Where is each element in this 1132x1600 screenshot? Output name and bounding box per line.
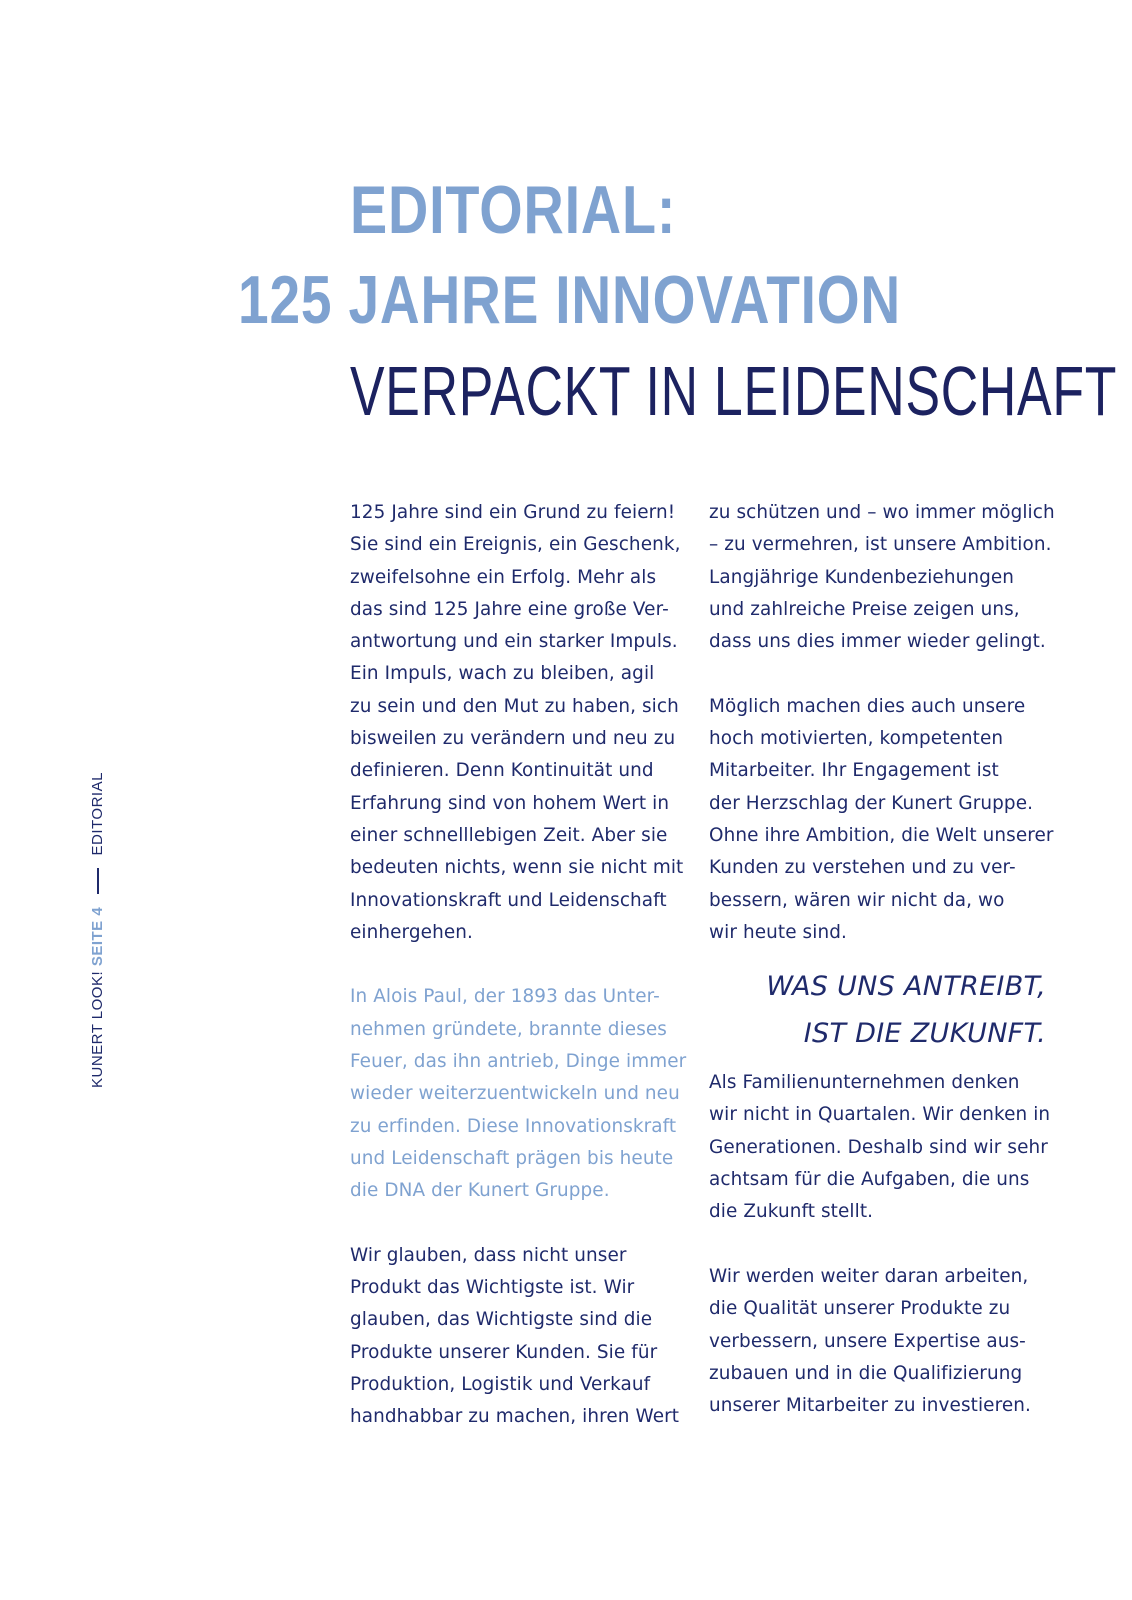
- section-label: EDITORIAL: [89, 772, 106, 856]
- text-line: Produkte unserer Kunden. Sie für: [350, 1341, 658, 1363]
- text-line: nehmen gründete, brannte dieses: [350, 1018, 667, 1040]
- text-line: einer schnelllebigen Zeit. Aber sie: [350, 824, 668, 846]
- paragraph-products: [350, 1240, 690, 1434]
- text-line: Produktion, Logistik und Verkauf: [350, 1374, 651, 1396]
- left-text-column: [350, 497, 690, 1434]
- pull-quote-line: WAS UNS ANTREIBT,: [766, 971, 1046, 1003]
- text-line: Ohne ihre Ambition, die Welt unserer: [709, 824, 1054, 846]
- text-line: hoch motivierten, kompetenten: [709, 728, 1004, 750]
- text-line: Langjährige Kundenbeziehungen: [709, 566, 1015, 588]
- text-line: bedeuten nichts, wenn sie nicht mit: [350, 857, 684, 879]
- text-line: Sie sind ein Ereignis, ein Geschenk,: [350, 534, 681, 556]
- text-line: Möglich machen dies auch unsere: [709, 695, 1026, 717]
- text-line: zubauen und in die Qualifizierung: [709, 1362, 1023, 1384]
- page-number: SEITE 4: [89, 906, 106, 967]
- pull-quote: [709, 963, 1059, 1057]
- text-line: handhabbar zu machen, ihren Wert: [350, 1406, 680, 1428]
- text-line: wir nicht in Quartalen. Wir denken in: [709, 1104, 1051, 1126]
- text-line: und zahlreiche Preise zeigen uns,: [709, 598, 1020, 620]
- text-line: zu erfinden. Diese Innovationskraft: [350, 1115, 677, 1137]
- brand-label: KUNERT LOOK!: [89, 970, 106, 1088]
- text-line: definieren. Denn Kontinuität und: [350, 760, 654, 782]
- text-line: zu sein und den Mut zu haben, sich: [350, 695, 679, 717]
- paragraph-ambition: [709, 497, 1059, 658]
- text-line: 125 Jahre sind ein Grund zu feiern!: [350, 502, 676, 523]
- text-line: achtsam für die Aufgaben, die uns: [709, 1169, 1030, 1191]
- right-text-column: [709, 497, 1059, 1422]
- paragraph-family-business: [709, 1067, 1059, 1228]
- text-line: bessern, wären wir nicht da, wo: [709, 889, 1005, 911]
- paragraph-gap: [350, 949, 690, 981]
- paragraph-intro: [350, 497, 690, 949]
- text-line: Wir werden weiter daran arbeiten,: [709, 1265, 1029, 1287]
- text-line: zu schützen und – wo immer möglich: [709, 502, 1055, 523]
- text-line: wieder weiterzuentwickeln und neu: [350, 1083, 680, 1105]
- paragraph-gap: [709, 658, 1059, 690]
- text-line: die Zukunft stellt.: [709, 1201, 874, 1223]
- paragraph-highlight: [350, 981, 690, 1207]
- text-line: verbessern, unsere Expertise aus-: [709, 1330, 1026, 1352]
- paragraph-outlook: [709, 1261, 1059, 1422]
- pull-quote-line: IST DIE ZUKUNFT.: [803, 1018, 1046, 1050]
- text-line: zweifelsohne ein Erfolg. Mehr als: [350, 566, 657, 588]
- text-line: dass uns dies immer wieder gelingt.: [709, 631, 1046, 653]
- text-line: einhergehen.: [350, 921, 473, 943]
- text-line: antwortung und ein starker Impuls.: [350, 631, 678, 653]
- text-line: Produkt das Wichtigste ist. Wir: [350, 1277, 635, 1299]
- text-line: bisweilen zu verändern und neu zu: [350, 728, 676, 750]
- text-line: Als Familienunternehmen denken: [709, 1072, 1020, 1094]
- paragraph-gap: [350, 1208, 690, 1240]
- headline-editorial: EDITORIAL:: [350, 172, 677, 248]
- text-line: der Herzschlag der Kunert Gruppe.: [709, 792, 1034, 814]
- text-line: glauben, das Wichtigste sind die: [350, 1309, 653, 1331]
- text-line: Innovationskraft und Leidenschaft: [350, 889, 667, 911]
- paragraph-gap: [709, 1229, 1059, 1261]
- text-line: wir heute sind.: [709, 921, 847, 943]
- text-line: unserer Mitarbeiter zu investieren.: [709, 1395, 1031, 1417]
- text-line: Kunden zu verstehen und zu ver-: [709, 857, 1016, 879]
- text-line: Feuer, das ihn antrieb, Dinge immer: [350, 1051, 687, 1073]
- text-line: das sind 125 Jahre eine große Ver-: [350, 598, 669, 620]
- headline-subtitle: VERPACKT IN LEIDENSCHAFT: [350, 352, 1118, 430]
- footer-divider: [97, 868, 98, 894]
- text-line: und Leidenschaft prägen bis heute: [350, 1147, 674, 1169]
- vertical-page-footer: [88, 772, 108, 1088]
- text-line: die Qualität unserer Produkte zu: [709, 1298, 1011, 1320]
- text-line: die DNA der Kunert Gruppe.: [350, 1180, 610, 1202]
- text-line: Wir glauben, dass nicht unser: [350, 1244, 627, 1266]
- text-line: Erfahrung sind von hohem Wert in: [350, 792, 670, 814]
- text-line: In Alois Paul, der 1893 das Unter-: [350, 986, 660, 1008]
- paragraph-employees: [709, 691, 1059, 949]
- text-line: Mitarbeiter. Ihr Engagement ist: [709, 760, 999, 782]
- headline-125-years: 125 JAHRE INNOVATION: [238, 262, 902, 338]
- text-line: Generationen. Deshalb sind wir sehr: [709, 1136, 1048, 1158]
- text-line: Ein Impuls, wach zu bleiben, agil: [350, 663, 655, 685]
- text-line: – zu vermehren, ist unsere Ambition.: [709, 534, 1052, 556]
